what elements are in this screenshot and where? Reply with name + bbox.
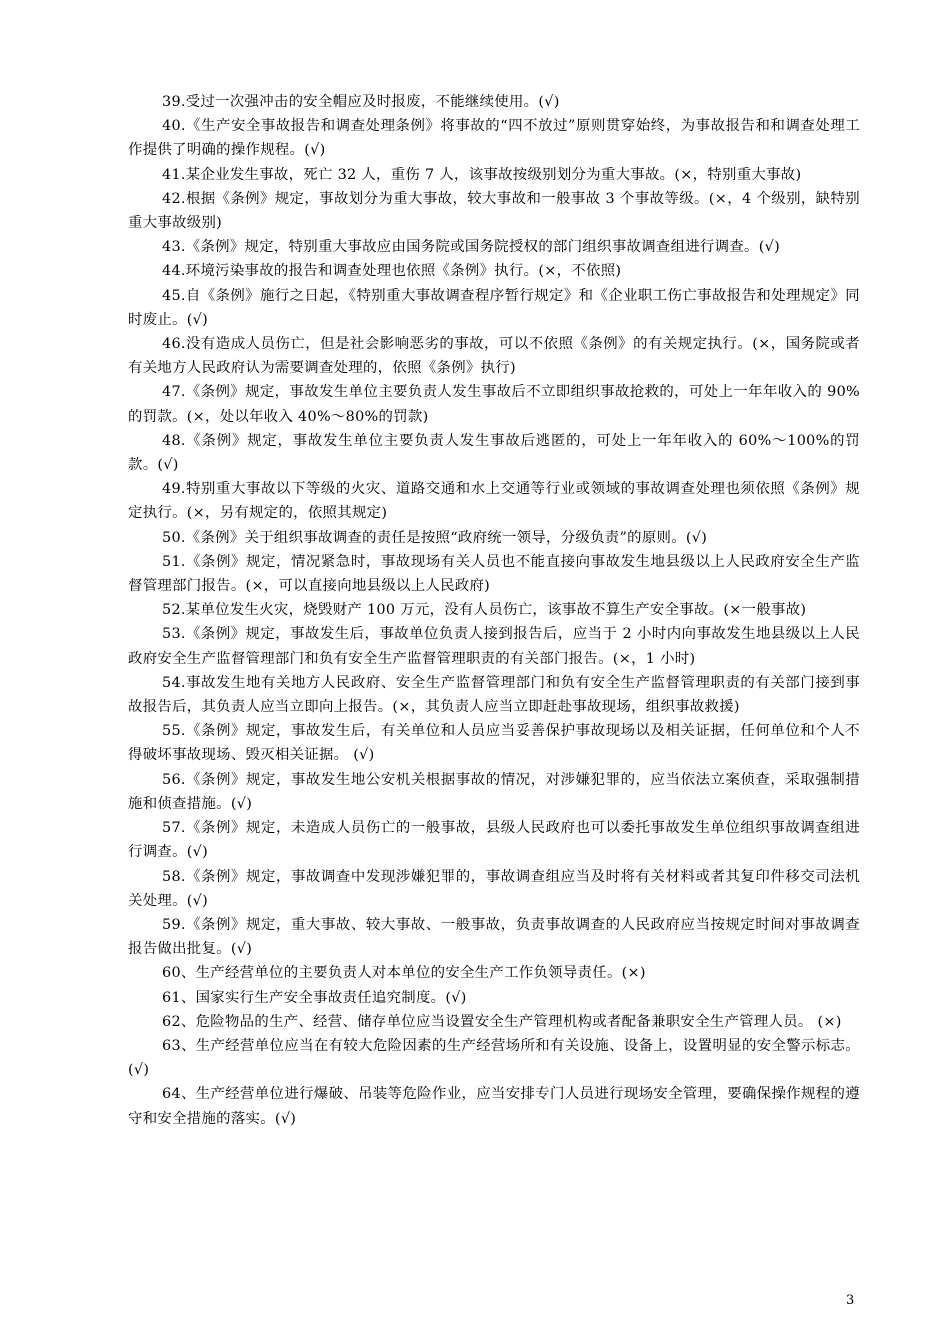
list-item: 58.《条例》规定，事故调查中发现涉嫌犯罪的，事故调查组应当及时将有关材料或者其复印件移交司法机关处理。(√) [128, 868, 860, 909]
list-item: 60、生产经营单位的主要负责人对本单位的安全生产工作负领导责任。(×) [162, 965, 646, 982]
list-item: 46.没有造成人员伤亡，但是社会影响恶劣的事故，可以不依照《条例》的有关规定执行。(×，国务院或者有关地方人民政府认为需要调查处理的，依照《条例》执行) [128, 336, 860, 377]
list-item: 55.《条例》规定，事故发生后，有关单位和人员应当妥善保护事故现场以及相关证据，任何单位和个人不得破坏事故现场、毁灭相关证据。 (√) [128, 723, 860, 764]
list-item: 51.《条例》规定，情况紧急时，事故现场有关人员也不能直接向事故发生地县级以上人民政府安全生产监督管理部门报告。(×，可以直接向地县级以上人民政府) [128, 553, 860, 595]
list-item: 42.根据《条例》规定，事故划分为重大事故，较大事故和一般事故 3 个事故等级。(×，4 个级别，缺特别重大事故级别) [128, 190, 860, 232]
list-item: 56.《条例》规定，事故发生地公安机关根据事故的情况，对涉嫌犯罪的，应当依法立案侦查，采取强制措施和侦查措施。(√) [128, 771, 860, 812]
list-item: 39.受过一次强冲击的安全帽应及时报废，不能继续使用。(√) [162, 94, 560, 110]
list-item: 62、危险物品的生产、经营、储存单位应当设置安全生产管理机构或者配备兼职安全生产管理人员。 (×) [162, 1013, 842, 1030]
list-item: 44.环境污染事故的报告和调查处理也依照《条例》执行。(×，不依照) [162, 263, 622, 280]
list-item: 53.《条例》规定，事故发生后，事故单位负责人接到报告后，应当于 2 小时内向事故发生地县级以上人民政府安全生产监督管理部门和负有安全生产监督管理职责的有关部门报告。(×，1 小时) [128, 626, 860, 667]
list-item: 48.《条例》规定，事故发生单位主要负责人发生事故后逃匿的，可处上一年年收入的 60%～100%的罚款。(√) [128, 432, 860, 474]
list-item: 40.《生产安全事故报告和调查处理条例》将事故的“四不放过”原则贯穿始终，为事故报告和和调查处理工作提供了明确的操作规程。(√) [128, 118, 860, 159]
list-item: 41.某企业发生事故，死亡 32 人，重伤 7 人，该事故按级别划分为重大事故。(×，特别重大事故) [162, 166, 802, 183]
list-item: 49.特别重大事故以下等级的火灾、道路交通和水上交通等行业或领域的事故调查处理也须依照《条例》规定执行。(×，另有规定的，依照其规定) [128, 481, 860, 522]
list-item: 61、国家实行生产安全事故责任追究制度。(√) [162, 989, 467, 1006]
list-item: 50.《条例》关于组织事故调查的责任是按照“政府统一领导，分级负责”的原则。(√) [162, 529, 708, 546]
list-item: 52.某单位发生火灾，烧毁财产 100 万元，没有人员伤亡，该事故不算生产安全事故。(×一般事故) [162, 602, 807, 619]
list-item: 45.自《条例》施行之日起，《特别重大事故调查程序暂行规定》和《企业职工伤亡事故报告和处理规定》同时废止。(√) [128, 287, 860, 328]
list-item: 43.《条例》规定，特别重大事故应由国务院或国务院授权的部门组织事故调查组进行调查。(√) [162, 239, 781, 256]
list-item: 57.《条例》规定，未造成人员伤亡的一般事故，县级人民政府也可以委托事故发生单位组织事故调查组进行调查。(√) [128, 820, 860, 861]
list-item: 59.《条例》规定，重大事故、较大事故、一般事故，负责事故调查的人民政府应当按规定时间对事故调查报告做出批复。(√) [128, 916, 860, 958]
list-item: 63、生产经营单位应当在有较大危险因素的生产经营场所和有关设施、设备上，设置明显的安全警示标志。(√) [128, 1037, 860, 1079]
question-list [128, 90, 860, 1131]
page-number: 3 [846, 1293, 855, 1308]
list-item: 54.事故发生地有关地方人民政府、安全生产监督管理部门和负有安全生产监督管理职责的有关部门接到事故报告后，其负责人应当立即向上报告。(×，其负责人应当立即赶赴事故现场，组织事故救援) [128, 674, 860, 716]
list-item: 64、生产经营单位进行爆破、吊装等危险作业，应当安排专门人员进行现场安全管理，要确保操作规程的遵守和安全措施的落实。(√) [128, 1086, 860, 1127]
list-item: 47.《条例》规定，事故发生单位主要负责人发生事故后不立即组织事故抢救的，可处上一年年收入的 90%的罚款。(×，处以年收入 40%～80%的罚款) [128, 384, 860, 425]
